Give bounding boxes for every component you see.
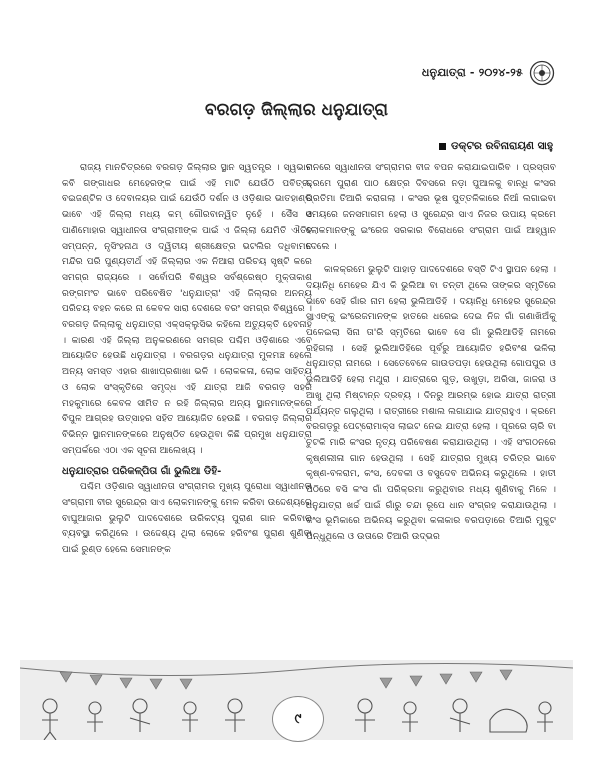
author-name: ଡକ୍ଟର ରବିନାରାୟଣ ସାହୁ <box>451 140 553 152</box>
emblem-icon <box>529 60 555 86</box>
right-column <box>306 160 556 553</box>
article-title: ବରଗଡ଼ ଜିଲ୍ଲାର ଧନୁଯାତ୍ରା <box>205 100 388 120</box>
paragraph: ରାଜ୍ୟ ମାନଚିତ୍ରରେ ବରଗଡ଼ ଜିଲ୍ଲାର ସ୍ଥାନ ସ୍ୱତନ୍ତ୍ର । ସ୍ୱଭାବ କବି ଗଙ୍ଗାଧର ମେହେରଙ୍କ ପାଇଁ ଏହି ମାଟି ଯେଉଁଠି ପବିତ୍ର, ବଇଜଣ୍ଟିଳ ଓ ଦେବାଳୟର ପାଇଁ ଯେଉଁଠି ଦର୍ଶନ ଓ ଓଡ଼ିଶାର ଭାତହାଣ୍ଡି ଭାବେ ଏହି ଜିଲ୍ଲା ମଧ୍ୟ କମ୍ ଗୌରବାନ୍ୱିତ ନୁହେଁ । ସୈଁସ ଓ ପାଣିମୋହାର ସ୍ୱାଧୀନତା ସଂଗ୍ରାମୀଙ୍କ ପାଇଁ ଏ ଜିଲ୍ଲା ଯେମିତି ଐତିହ ସମ୍ପନ୍ନ, ନୃସିଂହନାଥ ଓ ଦ୍ୱିତୀୟ ଶ୍ରୀକ୍ଷେତ୍ର ଭଟଲିର ଦଧିବାମନ ମନ୍ଦିର ପରି ପୁଣ୍ୟତୀର୍ଥ ଏହି ଜିଲ୍ଲାର ଏକ ନିଆରା ପରିଚୟ ସୃଷ୍ଟି କରେ ସମଗ୍ର ରାଜ୍ୟରେ । ସର୍ବୋପରି ବିଶ୍ୱର ସର୍ବଶ୍ରେଷ୍ଠ ମୁକ୍ତାକାଶ ରଙ୍ଗମଂଚ ଭାବେ ପରିବେଷିତ 'ଧନୁଯାତ୍ରା' ଏହି ଜିଲ୍ଲାର ଅନନ୍ୟ ପରିଚୟ ବହନ କରେ ନା କେବଳ ସାରା ଦେଶରେ ବରଂ ସମଗ୍ର ବିଶ୍ୱରେ । ବରଗଡ଼ ଜିଲ୍ଲାକୁ ଧନୁଯାତ୍ରା ଏକ୍ସକ୍ଲୁସିଭ କହିଲେ ଅତ୍ୟୁକ୍ତି ହେବନାହିଁ । କାରଣ ଏହି ଜିଲ୍ଲା ଅନୁକରଣରେ ସମଗ୍ର ପଶ୍ଚିମ ଓଡ଼ିଶାରେ ଏବେ ଆୟୋଜିତ ହେଉଛି ଧନୁଯାତ୍ରା । ବରଗଡ଼ର ଧନୁଯାତ୍ରା ମୁଳମଞ୍ଚ ହେଲେ ଅନ୍ୟ ସମସ୍ତ ଏହାର ଶାଖାପ୍ରଶାଖା ଭଳି । ଲୋକକଳା, ଲୋକ ସାହିତ୍ୟ ଓ ଲୋକ ସଂସ୍କୃତିରେ ସମୃଦ୍ଧ ଏହି ଯାତ୍ରା ଆଜି ବରଗଡ଼ ସହର ମହକୁମାରେ କେବଳ ସୀମିତ ନ ରହି ଜିଲ୍ଲାର ଅନ୍ୟ ସ୍ଥାନମାନଙ୍କରେ ବିପୁଳ ଆଗ୍ରହ ଉତ୍ସାହର ସହିତ ଆୟୋଜିତ ହେଉଛି । ବରଗଡ଼ ଜିଲ୍ଲାର ବିଭିନ୍ନ ସ୍ଥାନମାନଙ୍କରେ ଅନୁଷ୍ଠିତ ହେଉଥିବା କିଛି ପ୍ରମୁଖ ଧନୁଯାତ୍ରା ସମ୍ପର୍କରେ ଏଠା ଏକ ସୂଚନା ଆଲେଖ୍ୟ । <box>62 162 312 456</box>
page-header <box>422 60 555 86</box>
title-area <box>0 100 593 120</box>
paragraph: ମନରେ ସ୍ୱାଧୀନତା ସଂଗ୍ରାମର ବୀଜ ବପନ କରାଯାଇପାରିବ । ପ୍ରସ୍ତାବ କ୍ରମେ ପୁରାଣ ପାଠ କ୍ଷେତ୍ର ଦିବସରେ ନଡ଼ା ପୁଆଳକୁ ବାନ୍ଧି କଂସର ପ୍ରତିମା ତିଆରି କରାଗଲା । କଂସର ଭୂଷ ପୁତ୍ତଳିକାରେ ନିଆଁ ଲଗାଇବା ସମୟରେ ଜନସମାଗମ ହେଲା ଓ ସୁରେନ୍ଦ୍ର ସାଏ ନିଜର ଉପାୟ କ୍ରମେ ଲୋକମାନଙ୍କୁ ଇଂରେଜ ସରକାର ବିରୋଧରେ ସଂଗ୍ରାମ ପାଇଁ ଆହ୍ୱାନ ଦେଲେ । <box>306 162 556 252</box>
magazine-title: ଧନୁଯାତ୍ରା - ୨୦୨୪-୨୫ <box>421 66 523 79</box>
author-line <box>439 140 553 153</box>
paragraph: ପଶ୍ଚିମ ଓଡ଼ିଶାର ସ୍ୱାଧୀନତା ସଂଗ୍ରାମର ମୁଖ୍ୟ ପୁରୋଧା ସ୍ୱାଧୀନତା ସଂଗ୍ରାମୀ ବୀର ସୁରେନ୍ଦ୍ର ସାଏ ଲୋକମାନଙ୍କୁ ମେଳ କରିବା ଉଦ୍ଦେଶ୍ୟରେ ବାଘୁଆଜାର ଭୁଲୁଟି ପାଦଦେଶରେ ଉରିକଟ୍ୟ ପୁରାଣ ଗାନ କରିବାର ବ୍ୟବସ୍ଥା କରିଥିଲେ । ଉଦ୍ଦେଶ୍ୟ ଥିଲା ଲୋକେ ହରିବଂଶ ପୁରାଣ ଶୁଣିବା ପାଇଁ ରୁଣ୍ଡ ହେଲେ ସେମାନଙ୍କ <box>62 481 312 556</box>
paragraph: କାଳକ୍ରମେ ଭୁଲୁଟି ପାହାଡ଼ ପାଦଦେଶରେ ବସ୍ତି ଟିଏ ସ୍ଥାପନ ହେଲା । ଦୟାନିଧି ମେହେର ଯିଏ କି ଭୁଲିଆ ବା ତନ୍ତୀ ଥିଲେ ତାଙ୍କର ସ୍ମୃତିରେ ଭାବେ ସେହି ଗାଁର ନାମ ହେଲା ଭୁଲିଆଡିହି । ଦୟାନିଧି ମେହେର ସୁରେନ୍ଦ୍ର ସାଏଙ୍କୁ ଇଂରେଜମାନଙ୍କ ହାତରେ ଧରେଇ ଦେଇ ନିଜ ଗାଁ ଗଣାଖିଅଁକୁ ପଳେଇଲା ସିନା ତା'ରି ସ୍ମୃତିରେ ଭାବେ ସେ ଗାଁ ଭୁଲିଆଡିହି ନାମରେ ରହିଗଲା । ସେହି ଭୁଲିଆଡିହିରେ ପୂର୍ବରୁ ଆୟୋଜିତ ହରିବଂଶ ଭଳିଲା ଧନୁଯାତ୍ରା ନାମରେ । ସେତେବେଳେ ଗାଉଡପଡ଼ା ହେଉଥିଲା ଗୋପପୁର ଓ ଭୁଲିଆଡିହି ହେଲା ମଥୁରା । ଯାତ୍ରାରେ ଗୁଡ଼, ଉଖୁଡ଼ା, ଅରିସା, ଜାଜରା ଓ ଆଖୁ ଥିଲା ମିଷ୍ଟାନ୍ନ ଦ୍ରବ୍ୟ । ଦିନରୁ ଆରମ୍ଭ ହୋଇ ଯାତ୍ରା ରାତ୍ରୀ ପର୍ଯ୍ୟନ୍ତ ଗଲୁଥିଲା । ରାତ୍ରୀରେ ମଶାଲ ଲଗାଯାଇ ଯାତ୍ରାହୁଏ । କ୍ରମେ ବରଗଡ଼ରୁ ପେଟ୍ରୋମାକ୍ସ ଲାଇଟ ନେଇ ଯାତ୍ରା ହେଲା । ପୂରରେ ଚାରି ବା ଚୁଟକି ମାରି କଂସର ନୃତ୍ୟ ପରିବେଷଣ କରାଯାଉଥିଲା । ଏହି ସଂଗଠନରେ କୃଷ୍ଣଲୀଳା ଗାନ ହେଉଥିଲା । ସେହି ଯାତ୍ରାର ମୁଖ୍ୟ ଚରିତ୍ର ଭାବେ କୃଷ୍ଣ-ବଳରାମ, କଂସ, ଦେବକୀ ଓ ବସୁଦେବ ଅଭିନୟ କରୁଥିଲେ । ହାତୀ ପିଠିରେ ବସି କଂସ ଗାଁ ପରିକ୍ରମା କରୁଥିବାର ମଧ୍ୟ ଶୁଣିବାକୁ ମିଳେ । ଧନୁଯାତ୍ରା ଖର୍ଚ୍ଚ ପାଇଁ ଗାଁରୁ ଚନ୍ଦା ରୂପେ ଧାନ ସଂଗ୍ରହ କରାଯାଉଥିଲା । କଂସ ଭୂମିକାରେ ଅଭିନୟ କରୁଥିବା କଳାକାର ବରପଡ଼ାରେ ତିଆରି ମୁକୁଟ ପିନ୍ଧୁଥିଲେ ଓ ଉତାରେ ତିଆରି ଉଦ୍ଭର <box>306 264 556 543</box>
left-column <box>62 160 312 566</box>
bullet-square-icon <box>439 143 446 150</box>
section-heading: ଧନୁଯାତ୍ରାର ପରିକଳ୍ପିତା ଗାଁ ଭୁଲିଆ ଡିହି- <box>62 466 222 478</box>
page-number: ୯ <box>272 696 324 742</box>
